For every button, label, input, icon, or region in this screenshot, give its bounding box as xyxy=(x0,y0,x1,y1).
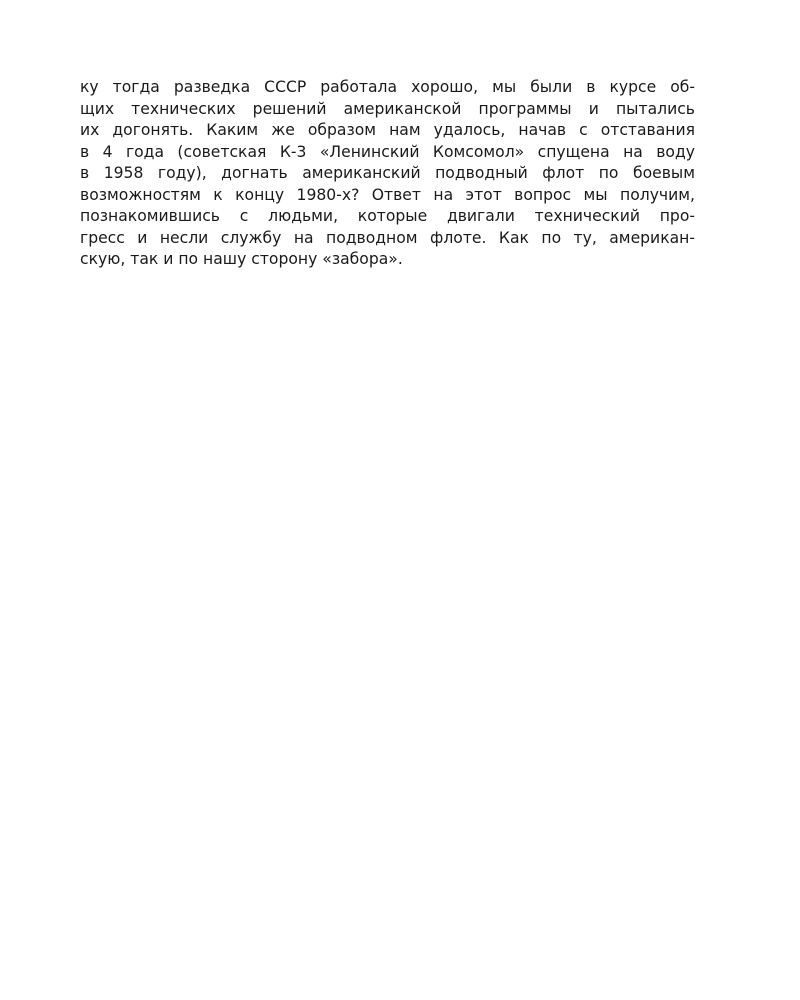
text-line: гресс и несли службу на подводном флоте. Как по ту, американ- xyxy=(80,228,695,247)
body-paragraph xyxy=(80,77,695,271)
text-line: возможностям к концу 1980-х? Ответ на этот вопрос мы получим, xyxy=(80,185,695,204)
text-line: в 4 года (советская К-3 «Ленинский Комсомол» спущена на воду xyxy=(80,142,695,161)
text-line: в 1958 году), догнать американский подводный флот по боевым xyxy=(80,164,695,182)
text-line: познакомившись с людьми, которые двигали технический про- xyxy=(80,207,695,225)
text-line: скую, так и по нашу сторону «забора». xyxy=(80,250,403,268)
text-line: ку тогда разведка СССР работала хорошо, мы были в курсе об- xyxy=(80,78,695,96)
text-line: их догонять. Каким же образом нам удалось, начав с отставания xyxy=(80,121,695,139)
text-line: щих технических решений американской программы и пытались xyxy=(80,99,695,118)
